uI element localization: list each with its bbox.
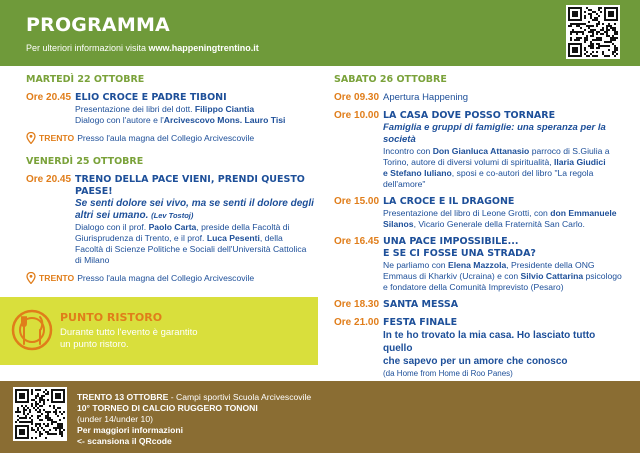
event-1645 (334, 236, 624, 293)
event-tuesday (26, 92, 316, 126)
location-city: TRENTO (39, 273, 75, 283)
plate-cutlery-icon (10, 308, 54, 352)
event-text: parroco di S.Giulia a (529, 146, 610, 156)
event-1830 (334, 299, 624, 311)
event-0930 (334, 92, 624, 104)
footer-date: TRENTO 13 OTTOBRE (77, 392, 169, 402)
event-text: Dialogo con il prof. (75, 222, 149, 232)
event-time: Ore 21.00 (334, 317, 380, 328)
location-place: Presso l'aula magna del Collegio Arcivescovile (77, 133, 255, 143)
qr-code-icon[interactable] (566, 5, 620, 59)
event-text: (da Home from Home di Roo Panes) (383, 369, 513, 378)
event-time: Ore 18.30 (334, 299, 380, 310)
event-text: Presentazione del libro di Leone Grotti, con (383, 208, 551, 218)
event-heading: LA CROCE E IL DRAGONE (383, 196, 515, 207)
event-quote: Se senti dolore sei vivo, ma se senti il dolore degli (75, 198, 314, 209)
event-subtitle: Famiglia e gruppi di famiglie: una speranza per la società (383, 122, 606, 145)
right-column (334, 74, 624, 409)
footer-scan-hint: <- scansiona il QRcode (77, 436, 172, 446)
event-text: Incontro con (383, 146, 433, 156)
day-title-saturday: SABATO 26 OTTOBRE (334, 74, 447, 85)
location-tuesday (26, 132, 316, 144)
footer-text (77, 392, 311, 447)
event-text-bold: Paolo Carta (148, 222, 197, 232)
event-text: , della (259, 233, 283, 243)
event-text: Presentazione dei libri del dott. (75, 104, 195, 114)
event-time: Ore 10.00 (334, 110, 380, 121)
event-friday (26, 174, 316, 266)
event-time: Ore 20.45 (26, 174, 72, 185)
event-1000 (334, 110, 624, 190)
event-time: Ore 20.45 (26, 92, 72, 103)
event-text: Ne parliamo con (383, 260, 448, 270)
event-heading: SANTA MESSA (383, 299, 459, 310)
info-url-link[interactable]: www.happeningtrentino.it (148, 43, 259, 53)
event-heading: TRENO DELLA PACE VIENI, PRENDI QUESTO PAESE! (75, 174, 305, 197)
ristoro-text: Durante tutto l'evento è garantito (60, 327, 198, 338)
event-quote: che sapevo per un amore che conosco (383, 356, 568, 367)
event-text: , Vicario Generale della Fraternità San Carlo. (413, 219, 585, 229)
punto-ristoro-box (0, 297, 318, 365)
map-pin-icon (26, 132, 36, 144)
info-prefix: Per ulteriori informazioni visita (26, 43, 149, 53)
footer-place: - Campi sportivi Scuola Arcivescovile (168, 392, 312, 402)
location-city: TRENTO (39, 133, 75, 143)
event-text-bold: e Stefano Iuliano (383, 168, 452, 178)
map-pin-icon (26, 272, 36, 284)
footer-bar (0, 381, 640, 453)
event-text: dell'amore" (383, 179, 426, 189)
event-text: psicologo (583, 271, 622, 281)
event-text-bold: Arcivescovo Mons. Lauro Tisi (163, 115, 286, 125)
event-quote: In te ho trovato la mia casa. Ho lasciato tutto quello (383, 330, 596, 354)
qr-code-icon[interactable] (13, 387, 67, 441)
event-quote: altri sei umano. (75, 210, 149, 221)
event-text: Giurisprudenza di Trento, e il prof. (75, 233, 207, 243)
event-heading: UNA PACE IMPOSSIBILE... (383, 236, 519, 247)
event-2100 (334, 317, 624, 379)
location-place: Presso l'aula magna del Collegio Arcivescovile (77, 273, 255, 283)
event-heading: FESTA FINALE (383, 317, 458, 328)
day-title-friday: VENERDÌ 25 OTTOBRE (26, 156, 144, 167)
event-text-bold: Luca Pesenti (206, 233, 260, 243)
event-heading: E SE CI FOSSE UNA STRADA? (383, 248, 536, 259)
event-text: Facoltà di Scienze Politiche e Sociali dell'Università Cattolica (75, 244, 307, 254)
footer-info: Per maggiori informazioni (77, 425, 184, 435)
event-text: , sposi e co-autori del libro "La regola (451, 168, 594, 178)
event-text: Emmaus di Kharkiv (Ucraina) e con (383, 271, 521, 281)
event-heading: LA CASA DOVE POSSO TORNARE (383, 110, 556, 121)
event-text: Apertura Happening (383, 92, 469, 103)
ristoro-title: PUNTO RISTORO (60, 311, 163, 324)
left-column (26, 74, 316, 296)
event-text-bold: Silvio Cattarina (520, 271, 584, 281)
event-text-bold: don Emmanuele (550, 208, 617, 218)
event-text-bold: Ilaria Giudici (554, 157, 606, 167)
event-text-bold: Silanos (383, 219, 414, 229)
event-time: Ore 15.00 (334, 196, 380, 207)
event-text: Torino, autore di diversi volumi di spiritualità, (383, 157, 554, 167)
ristoro-text: un punto ristoro. (60, 339, 129, 350)
day-title-tuesday: MARTEDÌ 22 OTTOBRE (26, 74, 145, 85)
event-heading: ELIO CROCE E PADRE TIBONI (75, 92, 227, 103)
event-text: di Milano (75, 255, 110, 265)
location-friday (26, 272, 316, 284)
event-text: Dialogo con l'autore e l' (75, 115, 164, 125)
event-text: , Presidente della ONG (506, 260, 595, 270)
event-time: Ore 09.30 (334, 92, 380, 103)
footer-tournament: 10° TORNEO DI CALCIO RUGGERO TONONI (77, 403, 258, 413)
event-text-bold: Filippo Ciantia (194, 104, 255, 114)
event-text-bold: Don Gianluca Attanasio (432, 146, 530, 156)
event-1500 (334, 196, 624, 230)
event-text-bold: Elena Mazzola (447, 260, 507, 270)
event-time: Ore 16.45 (334, 236, 380, 247)
info-line (26, 43, 259, 53)
page-title: PROGRAMMA (26, 14, 170, 36)
footer-category: (under 14/under 10) (77, 414, 153, 424)
quote-author: (Lev Tostoj) (151, 211, 194, 220)
event-text: , preside della Facoltà di (196, 222, 290, 232)
header-bar (0, 0, 640, 66)
event-text: e fondatore della Comunità Imprevisto (Pesaro) (383, 282, 564, 292)
